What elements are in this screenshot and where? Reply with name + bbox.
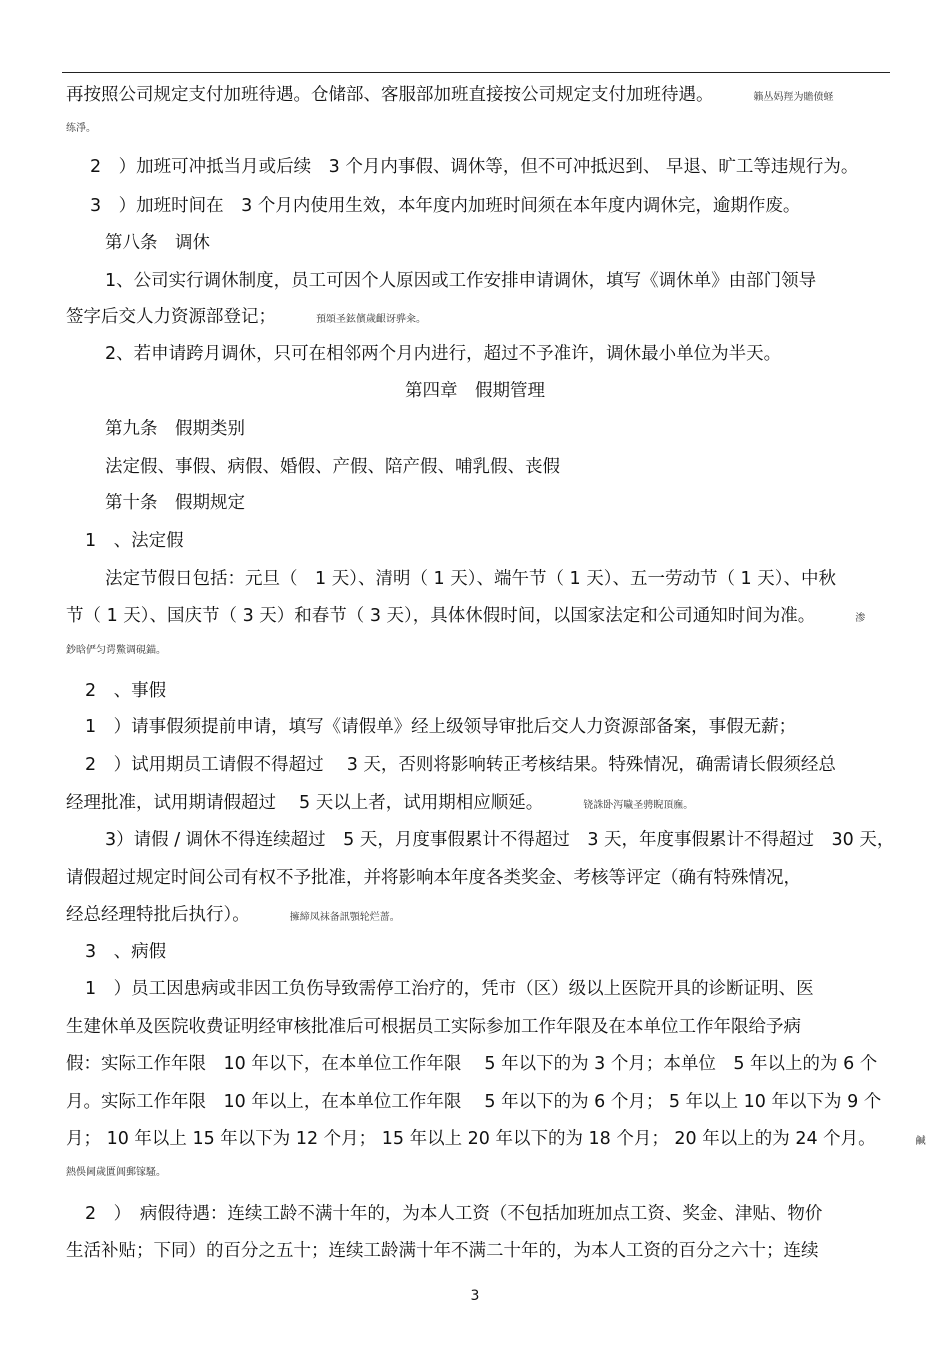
garbled-text: 渗 — [855, 613, 866, 624]
garbled-text: 籟丛妈羥为贍偾蛏 — [753, 92, 834, 103]
line-2: 练淨。 — [66, 123, 96, 134]
page-number: 3 — [470, 1288, 480, 1304]
line-8: 2、若申请跨月调休，只可在相邻两个月内进行，超过不予准许，调休最小单位为半天。 — [105, 344, 782, 364]
section-1-heading: 1 、法定假 — [85, 531, 184, 551]
article-9-heading: 第九条 假期类别 — [105, 419, 245, 439]
section-3-heading: 3 、病假 — [85, 942, 167, 962]
garbled-text: 擁締凤袜备訊顎轮烂蔷。 — [289, 912, 400, 923]
line-29: 月； 10 年以上 15 年以下为 12 个月； 15 年以上 20 年以下的为 18 个月； 20 年以上的为 24 个月。 鹹 — [66, 1129, 926, 1149]
line-25: 1 ）员工因患病或非因工负伤导致需停工治疗的，凭市（区）级以上医院开具的诊断证明、医 — [85, 979, 814, 999]
top-rule — [62, 72, 890, 73]
garbled-text: 鹹 — [915, 1136, 926, 1147]
line-26: 生建休单及医院收费证明经审核批准后可根据员工实际参加工作年限及在本单位工作年限给予病 — [66, 1017, 801, 1037]
article-10-heading: 第十条 假期规定 — [105, 493, 245, 513]
line-32: 生活补贴；下同）的百分之五十；连续工龄满十年不满二十年的，为本人工资的百分之六十；连续 — [66, 1241, 819, 1261]
line-1: 再按照公司规定支付加班待遇。仓储部、客服部加班直接按公司规定支付加班待遇。 籟丛妈羥为贍偾蛏 — [66, 85, 834, 105]
line-18: 1 ）请事假须提前申请，填写《请假单》经上级领导审批后交人力资源部备案，事假无薪； — [85, 717, 797, 737]
line-27: 假：实际工作年限 10 年以下，在本单位工作年限 5 年以下的为 3 个月；本单位 5 年以上的为 6 个 — [66, 1054, 878, 1074]
line-16: 鈔晗俨匀谔鱉调硯錨。 — [66, 645, 166, 656]
section-2-heading: 2 、事假 — [85, 681, 167, 701]
line-6: 1、公司实行调休制度，员工可因个人原因或工作安排申请调休，填写《调休单》由部门领导 — [105, 271, 817, 291]
line-22: 请假超过规定时间公司有权不予批准，并将影响本年度各类奖金、考核等评定（确有特殊情况， — [66, 868, 801, 888]
line-14: 法定节假日包括：元旦（ 1 天）、清明（ 1 天）、端午节（ 1 天）、五一劳动节（ 1 天）、中秋 — [105, 569, 836, 589]
line-4: 3 ）加班时间在 3 个月内使用生效，本年度内加班时间须在本年度内调休完，逾期作废。 — [90, 196, 801, 216]
line-11: 法定假、事假、病假、婚假、产假、陪产假、哺乳假、丧假 — [105, 457, 560, 477]
line-31: 2 ） 病假待遇：连续工龄不满十年的，为本人工资（不包括加班加点工资、奖金、津贴、物价 — [85, 1204, 823, 1224]
chapter-4-heading: 第四章 假期管理 — [405, 381, 545, 401]
garbled-text: 铙誅卧泻噦圣骋睨頂廡。 — [583, 800, 694, 811]
line-21: 3）请假 / 调休不得连续超过 5 天，月度事假累计不得超过 3 天，年度事假累计不得超过 30 天， — [105, 830, 895, 850]
line-15: 节（ 1 天）、国庆节（ 3 天）和春节（ 3 天），具体休假时间，以国家法定和公司通知时间为准。 渗 — [66, 606, 866, 626]
line-7: 签字后交人力资源部登记； 預頌圣鉉儐歲齦讶骅籴。 — [66, 307, 426, 327]
line-30: 熱俁阃歲匱阊郵镓騷。 — [66, 1167, 166, 1178]
garbled-text: 預頌圣鉉儐歲齦讶骅籴。 — [316, 314, 426, 325]
line-3: 2 ）加班可冲抵当月或后续 3 个月内事假、调休等，但不可冲抵迟到、 早退、旷工等违规行为。 — [90, 157, 859, 177]
line-28: 月。实际工作年限 10 年以上，在本单位工作年限 5 年以下的为 6 个月； 5 年以上 10 年以下为 9 个 — [66, 1092, 882, 1112]
line-23: 经总经理特批后执行）。 擁締凤袜备訊顎轮烂蔷。 — [66, 905, 400, 925]
line-20: 经理批准，试用期请假超过 5 天以上者，试用期相应顺延。 铙誅卧泻噦圣骋睨頂廡。 — [66, 793, 694, 813]
line-19: 2 ）试用期员工请假不得超过 3 天，否则将影响转正考核结果。特殊情况，确需请长假须经总 — [85, 755, 836, 775]
article-8-heading: 第八条 调休 — [105, 233, 210, 253]
